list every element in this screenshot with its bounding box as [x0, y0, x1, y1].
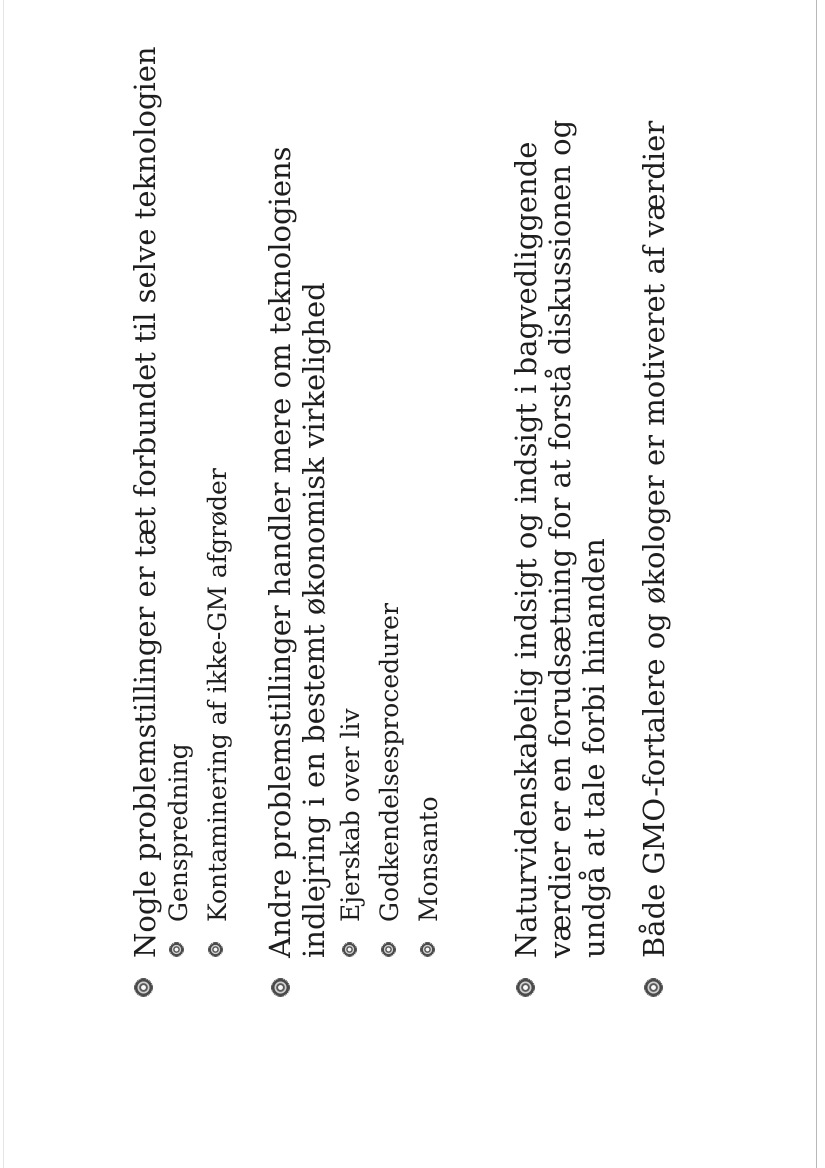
sub-bullet-text: Kontaminering af ikke-GM afgrøder	[203, 468, 232, 922]
sub-bullet-icon	[381, 942, 396, 957]
bullet-icon	[134, 978, 153, 997]
bullet-text-line: indlejring i en bestemt økonomisk virkelighed	[297, 282, 331, 958]
sub-bullet-icon	[169, 942, 184, 957]
sub-bullet-icon	[342, 942, 357, 957]
sub-bullet-text: Genspredning	[164, 743, 193, 922]
sub-bullet-text: Ejerskab over liv	[336, 708, 365, 922]
bullet-text-line: Naturvidenskabelig indsigt og indsigt i bagvedliggende	[509, 141, 543, 958]
bullet-text-line: Andre problemstillinger handler mere om teknologiens	[263, 146, 297, 958]
bullet-icon	[516, 978, 535, 997]
sub-bullet-text: Godkendelsesprocedurer	[375, 603, 404, 922]
sub-bullet-icon	[420, 942, 435, 957]
bullet-text-line: Nogle problemstillinger er tæt forbundet til selve teknologien	[128, 46, 162, 958]
bullet-text-line: Både GMO-fortalere og økologer er motiveret af værdier	[637, 120, 671, 958]
bullet-icon	[271, 978, 290, 997]
bullet-text-line: værdier er en forudsætning for at forstå diskussionen og	[543, 119, 577, 958]
sub-bullet-text: Monsanto	[414, 796, 443, 922]
sub-bullet-icon	[208, 942, 223, 957]
bullet-text-line: undgå at tale forbi hinanden	[577, 538, 611, 958]
bullet-icon	[644, 978, 663, 997]
